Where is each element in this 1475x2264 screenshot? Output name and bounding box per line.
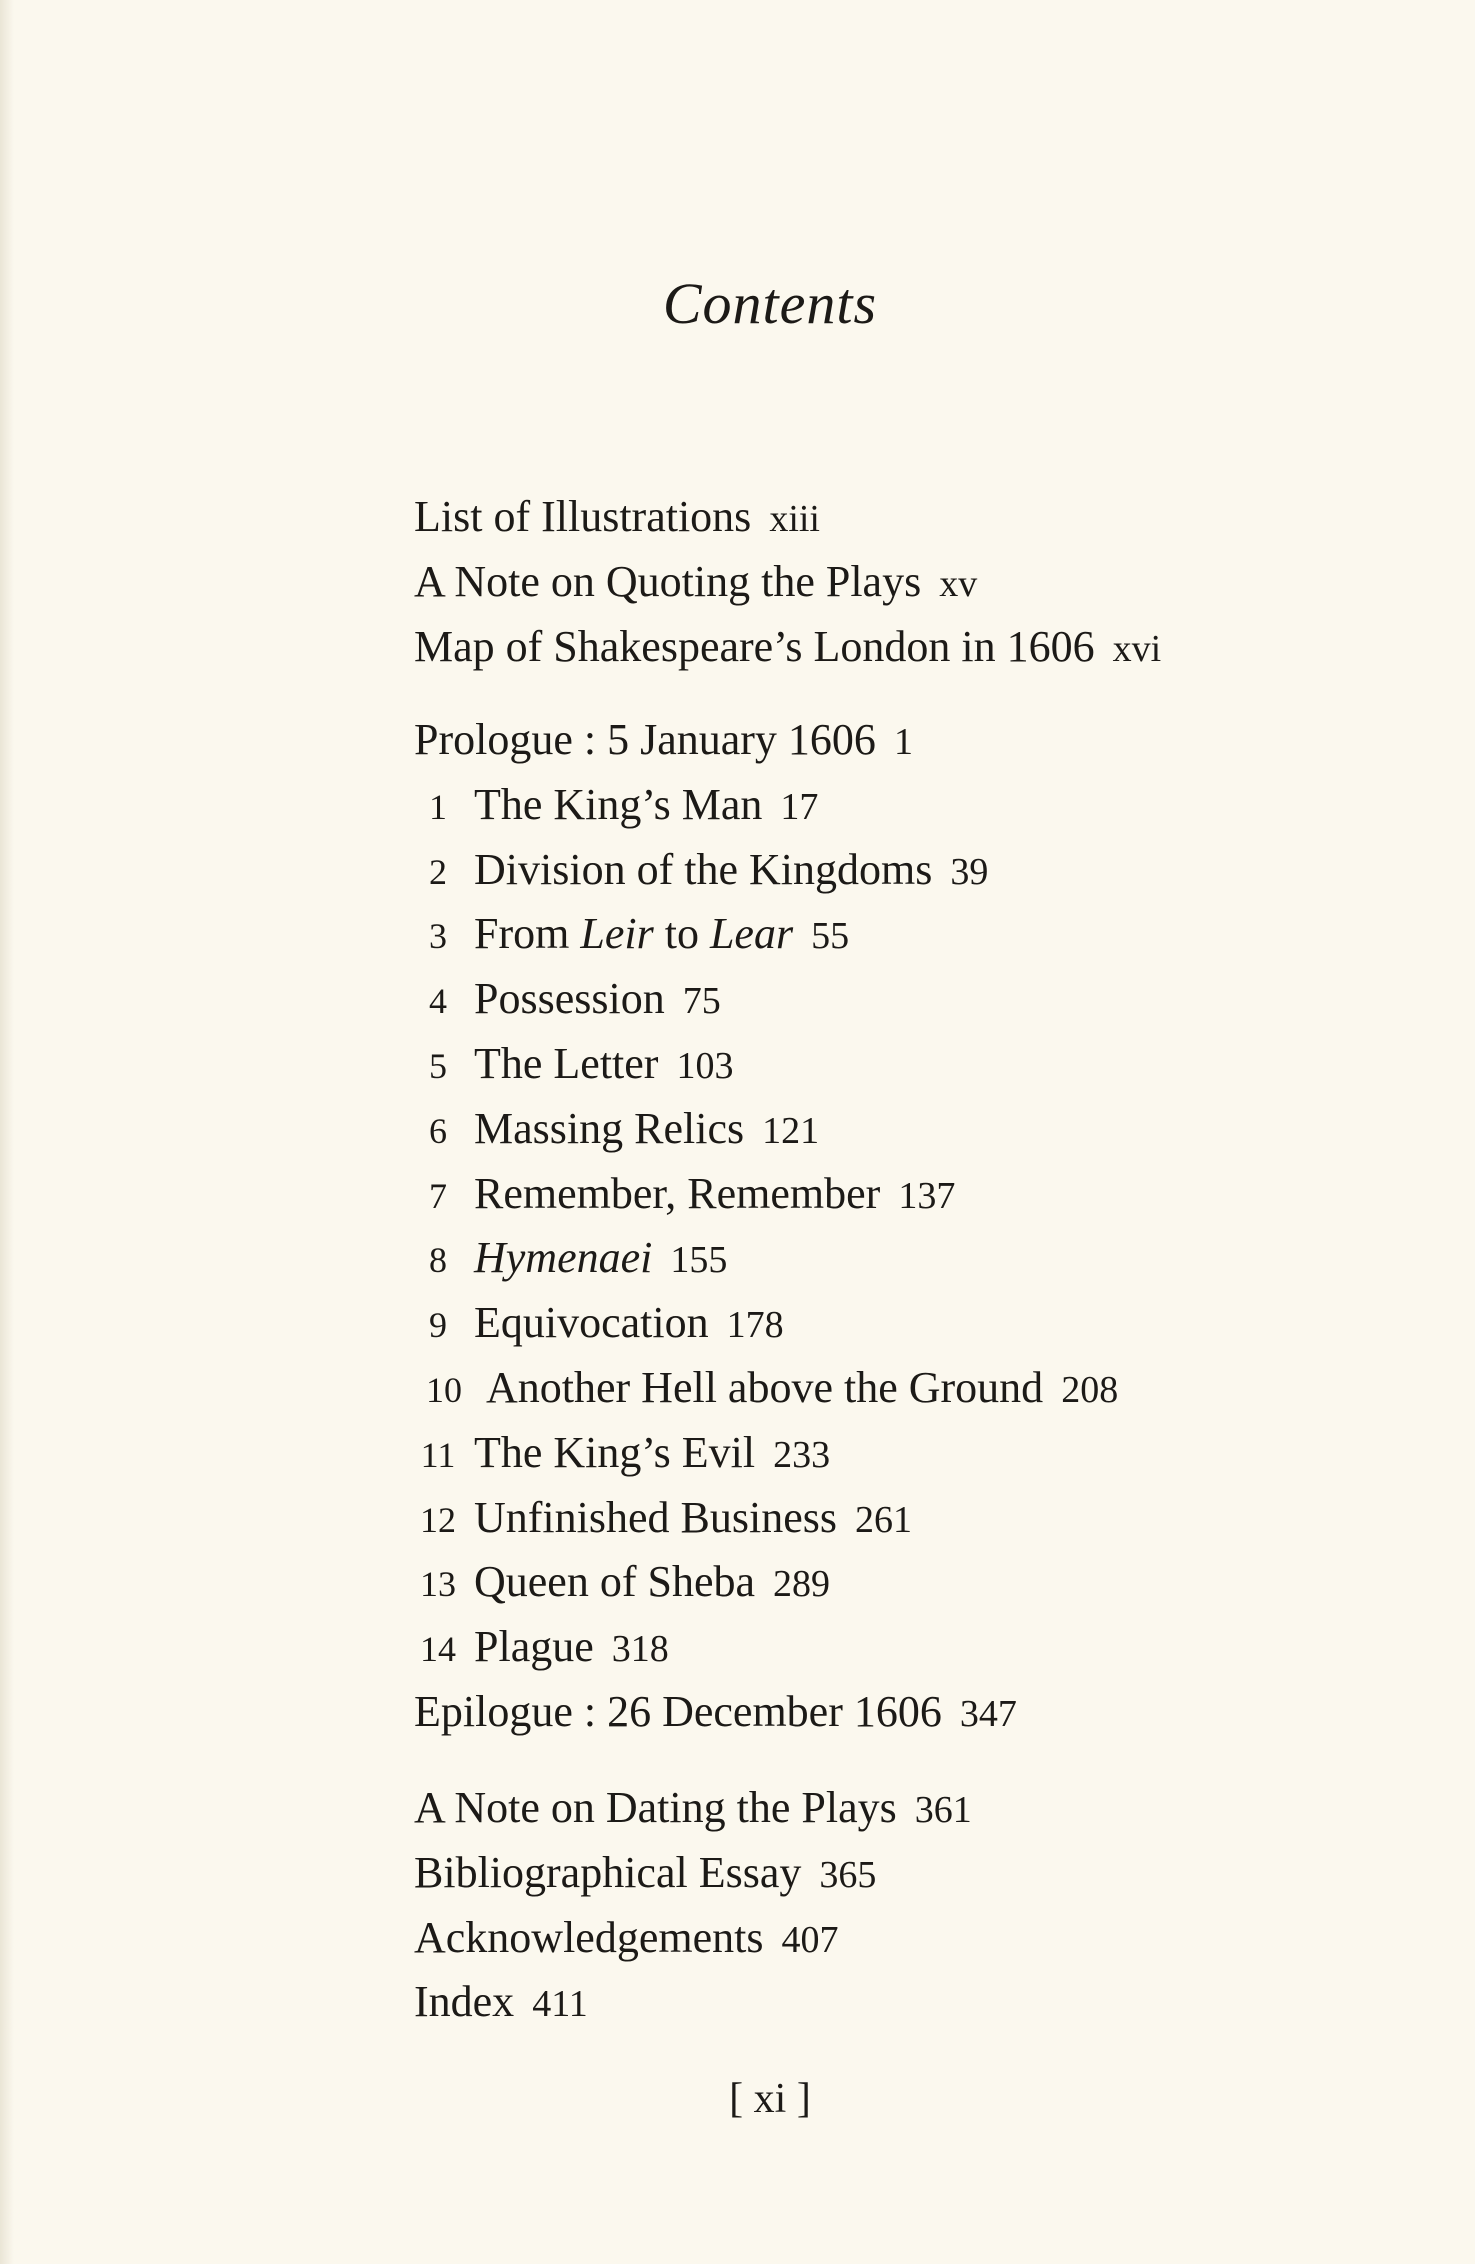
page-number: [ xi ] — [729, 2076, 811, 2122]
entry-title: The Letter — [474, 1038, 659, 1088]
entry-title-part: From — [474, 909, 581, 959]
chapter-number: 8 — [429, 1240, 447, 1281]
entry-page: 55 — [811, 915, 850, 958]
entry-page: 347 — [959, 1692, 1017, 1735]
toc-entry-note-dating[interactable] — [414, 1776, 972, 1841]
entry-title: Prologue : 5 January 1606 — [414, 715, 876, 764]
chapter-number: 6 — [429, 1110, 447, 1151]
entry-page: 261 — [855, 1498, 912, 1541]
entry-page: 155 — [670, 1239, 728, 1282]
toc-entry-chapter-1[interactable] — [414, 773, 1118, 838]
page-edge-shadow — [0, 0, 14, 2264]
toc-entry-chapter-10[interactable] — [414, 1356, 1118, 1421]
entry-page: 411 — [532, 1983, 588, 2026]
entry-page: xvi — [1112, 627, 1162, 670]
entry-page: xiii — [769, 498, 820, 540]
toc-entry-bibliographical-essay[interactable] — [414, 1841, 972, 1906]
entry-page: 233 — [773, 1433, 831, 1476]
entry-title: Equivocation — [474, 1298, 709, 1348]
toc-entry-chapter-11[interactable] — [414, 1421, 1118, 1486]
chapter-number: 1 — [429, 786, 447, 827]
entry-title: A Note on Quoting the Plays — [414, 556, 922, 606]
entry-title-italic: Lear — [709, 909, 794, 959]
entry-title: Bibliographical Essay — [414, 1847, 802, 1897]
chapter-number: 7 — [429, 1175, 447, 1216]
entry-page: xv — [939, 562, 978, 605]
entry-title: Another Hell above the Ground — [486, 1362, 1044, 1412]
entry-title-part: to — [653, 909, 710, 959]
toc-entry-epilogue[interactable] — [414, 1680, 1118, 1745]
entry-title: Epilogue : 26 December 1606 — [414, 1686, 942, 1736]
entry-title: Index — [414, 1977, 515, 2027]
entry-page: 121 — [762, 1109, 820, 1152]
entry-title: Acknowledgements — [414, 1912, 764, 1962]
toc-entry-chapter-8[interactable] — [414, 1226, 1118, 1291]
toc-entry-note-quoting[interactable] — [414, 550, 1161, 615]
entry-page: 137 — [898, 1174, 956, 1217]
chapter-number: 13 — [420, 1564, 456, 1605]
entry-title: Massing Relics — [474, 1103, 745, 1153]
entry-page: 361 — [914, 1789, 972, 1831]
toc-entry-chapter-14[interactable] — [414, 1615, 1118, 1680]
entry-page: 318 — [611, 1628, 669, 1671]
toc-entry-chapter-6[interactable] — [414, 1097, 1118, 1162]
entry-title: Plague — [474, 1622, 594, 1672]
toc-entry-illustrations[interactable] — [414, 485, 1161, 550]
toc-entry-chapter-2[interactable] — [414, 838, 1118, 903]
entry-page: 39 — [950, 850, 989, 893]
toc-entry-index[interactable] — [414, 1970, 972, 2035]
entry-title: The King’s Man — [474, 779, 763, 829]
entry-title: Map of Shakespeare’s London in 1606 — [414, 621, 1095, 671]
entry-page: 17 — [780, 785, 819, 828]
entry-title: Queen of Sheba — [474, 1557, 756, 1607]
entry-page: 75 — [682, 980, 721, 1023]
chapter-number: 4 — [429, 981, 447, 1022]
entry-title: Remember, Remember — [474, 1168, 881, 1218]
toc-entry-chapter-7[interactable] — [414, 1162, 1118, 1227]
toc-entry-chapter-5[interactable] — [414, 1032, 1118, 1097]
entry-title: The King’s Evil — [474, 1427, 756, 1477]
main-contents-list — [414, 708, 1118, 1745]
entry-page: 1 — [893, 721, 913, 763]
front-matter-list — [414, 485, 1161, 679]
chapter-number: 10 — [426, 1369, 462, 1410]
entry-title: Hymenaei — [474, 1233, 653, 1283]
toc-entry-chapter-4[interactable] — [414, 967, 1118, 1032]
entry-page: 208 — [1061, 1368, 1119, 1411]
entry-page: 103 — [676, 1044, 734, 1087]
toc-entry-acknowledgements[interactable] — [414, 1906, 972, 1971]
toc-entry-chapter-13[interactable] — [414, 1550, 1118, 1615]
toc-entry-chapter-3[interactable] — [414, 902, 1118, 967]
entry-title: List of Illustrations — [414, 492, 752, 541]
chapter-number: 5 — [429, 1045, 447, 1086]
entry-page: 289 — [773, 1563, 831, 1606]
chapter-number: 11 — [420, 1434, 456, 1475]
entry-title: Unfinished Business — [474, 1492, 837, 1542]
toc-entry-chapter-9[interactable] — [414, 1291, 1118, 1356]
entry-title: Division of the Kingdoms — [474, 844, 933, 894]
toc-entry-prologue[interactable] — [414, 708, 1118, 773]
entry-page: 407 — [781, 1918, 839, 1961]
chapter-number: 12 — [420, 1499, 456, 1540]
toc-entry-map[interactable] — [414, 615, 1161, 680]
chapter-number: 14 — [420, 1629, 456, 1670]
back-matter-list — [414, 1776, 972, 2035]
toc-entry-chapter-12[interactable] — [414, 1486, 1118, 1551]
chapter-number: 2 — [429, 851, 447, 892]
chapter-number: 9 — [429, 1305, 447, 1346]
entry-title: Possession — [474, 974, 665, 1024]
entry-title: A Note on Dating the Plays — [414, 1783, 897, 1832]
chapter-number: 3 — [429, 916, 447, 957]
entry-page: 365 — [819, 1853, 877, 1896]
entry-title-italic: Leir — [580, 909, 654, 959]
entry-page: 178 — [726, 1304, 784, 1347]
contents-heading: Contents — [662, 271, 878, 336]
